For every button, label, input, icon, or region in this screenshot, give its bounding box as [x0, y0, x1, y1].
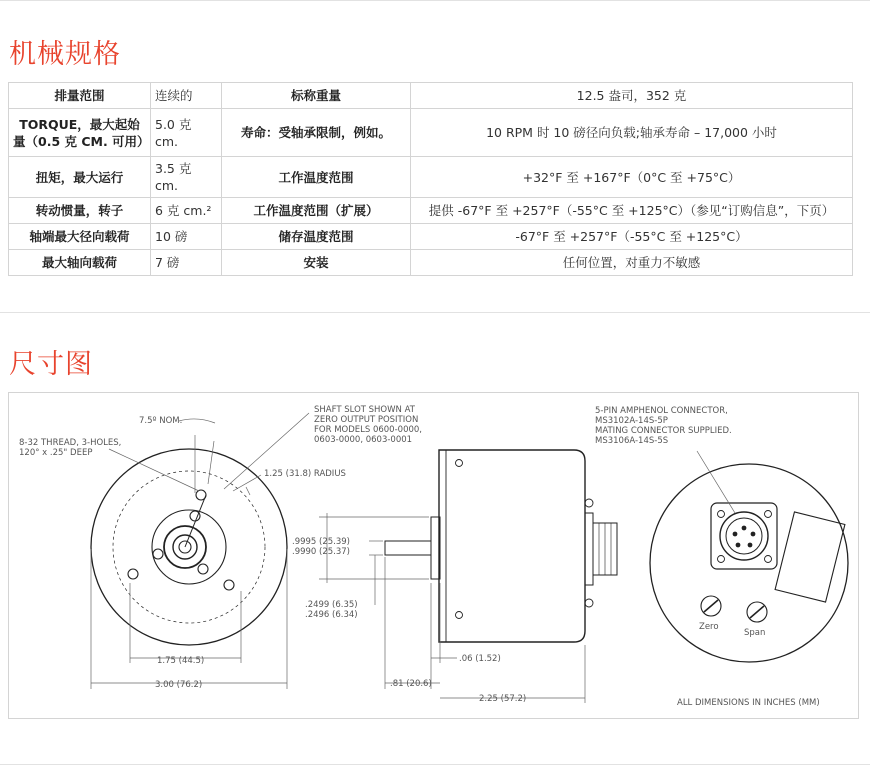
spec-value: 提供 -67°F 至 +257°F（-55°C 至 +125°C）（参见“订购信息”，下页）	[411, 198, 853, 224]
flange-screw-3	[718, 556, 725, 563]
side-housing	[439, 450, 585, 642]
connector-flange	[585, 513, 593, 585]
spec-value: 7 磅	[151, 250, 222, 276]
section-divider	[0, 312, 870, 313]
label-shaftd-2: .2496 (6.34)	[305, 610, 358, 620]
label-plate	[775, 512, 845, 602]
spec-label: 最大轴向载荷	[9, 250, 151, 276]
mount-hole-right	[224, 580, 234, 590]
boss-hole-1	[153, 549, 163, 559]
spec-value: 6 克 cm.²	[151, 198, 222, 224]
spec-label: 扭矩，最大运行	[9, 157, 151, 198]
label-thread-2: 120° x .25" DEEP	[19, 448, 93, 458]
label-d-006: .06 (1.52)	[459, 654, 501, 664]
label-slot-1: SHAFT SLOT SHOWN AT	[314, 405, 415, 415]
label-nom-angle: 7.5º NOM.	[139, 416, 183, 426]
label-radius: 1.25 (31.8) RADIUS	[264, 469, 346, 479]
spec-value: 10 RPM 时 10 磅径向负载;轴承寿命 – 17,000 小时	[411, 109, 853, 157]
connector-leader	[697, 451, 735, 513]
pin-b	[733, 532, 738, 537]
label-all-dims: ALL DIMENSIONS IN INCHES (MM)	[677, 698, 820, 708]
label-d-081: .81 (20.6)	[390, 679, 432, 689]
nom-leader	[208, 441, 214, 484]
label-shaft-1: .9995 (25.39)	[292, 537, 351, 547]
spec-label: TORQUE，最大起始量（0.5 克 CM. 可用）	[9, 109, 151, 157]
label-conn-2: MS3102A-14S-5P	[595, 416, 668, 426]
spec-value: 10 磅	[151, 224, 222, 250]
pin-d	[736, 543, 741, 548]
boss-hole-2	[198, 564, 208, 574]
dims-title: 尺寸图	[9, 349, 93, 380]
spec-label: 标称重量	[222, 83, 411, 109]
label-shaftd-1: .2499 (6.35)	[305, 600, 358, 610]
connector-square-flange	[711, 503, 777, 569]
spec-value: 3.5 克 cm.	[151, 157, 222, 198]
spec-row-displacement	[9, 83, 853, 109]
mechanical-specs-table	[8, 82, 853, 276]
side-screw-top	[456, 460, 463, 467]
label-slot-4: 0603-0000, 0603-0001	[314, 435, 413, 445]
spec-label: 排量范围	[9, 83, 151, 109]
flange-screw-2	[765, 511, 772, 518]
bolt-circle	[113, 471, 265, 623]
side-view	[319, 450, 617, 703]
front-view	[91, 413, 309, 689]
pin-c	[751, 532, 756, 537]
spec-value: 任何位置，对重力不敏感	[411, 250, 853, 276]
flange-screw-4	[765, 556, 772, 563]
label-conn-1: 5-PIN AMPHENOL CONNECTOR,	[595, 406, 728, 416]
side-screw-bottom	[456, 612, 463, 619]
flange-screw-1	[718, 511, 725, 518]
spec-row-axial-load	[9, 250, 853, 276]
label-conn-3: MATING CONNECTOR SUPPLIED.	[595, 426, 732, 436]
side-trim-bottom	[585, 599, 593, 607]
label-thread-1: 8-32 THREAD, 3-HOLES,	[19, 438, 122, 448]
top-divider	[0, 0, 870, 1]
spec-value: +32°F 至 +167°F（0°C 至 +75°C）	[411, 157, 853, 198]
mount-hole-left	[128, 569, 138, 579]
shaft-side	[385, 541, 431, 555]
mount-hole-top	[196, 490, 206, 500]
spec-row-operating-torque	[9, 157, 853, 198]
label-slot-2: ZERO OUTPUT POSITION	[314, 415, 419, 425]
spec-label: 储存温度范围	[222, 224, 411, 250]
side-trim-top	[585, 499, 593, 507]
zero-slot	[704, 600, 718, 612]
nom-arc	[179, 419, 215, 423]
label-conn-4: MS3106A-14S-5S	[595, 436, 669, 446]
dimension-drawing	[8, 392, 859, 719]
spec-value: 12.5 盎司，352 克	[411, 83, 853, 109]
label-d-175: 1.75 (44.5)	[157, 656, 205, 666]
dimension-drawing-svg	[9, 393, 858, 718]
spec-row-radial-load	[9, 224, 853, 250]
front-housing-outline	[91, 449, 287, 645]
radius-tick	[246, 487, 250, 495]
connector-ring-outer	[720, 512, 768, 560]
spec-label: 工作温度范围（扩展）	[222, 198, 411, 224]
spec-row-rotor-inertia	[9, 198, 853, 224]
label-span: Span	[744, 628, 766, 638]
spec-label: 工作温度范围	[222, 157, 411, 198]
label-zero: Zero	[699, 622, 719, 632]
span-slot	[750, 606, 764, 618]
bottom-divider	[0, 764, 870, 765]
label-slot-3: FOR MODELS 0600-0000,	[314, 425, 422, 435]
label-shaft-2: .9990 (25.37)	[292, 547, 351, 557]
boss-hole-3	[190, 511, 200, 521]
spec-label: 转动惯量，转子	[9, 198, 151, 224]
spec-value: -67°F 至 +257°F（-55°C 至 +125°C）	[411, 224, 853, 250]
pin-e	[748, 543, 753, 548]
spec-value: 连续的	[151, 83, 222, 109]
specs-title: 机械规格	[9, 39, 121, 70]
pin-a	[742, 526, 747, 531]
spec-value: 5.0 克 cm.	[151, 109, 222, 157]
spec-row-starting-torque	[9, 109, 853, 157]
label-d-225: 2.25 (57.2)	[479, 694, 527, 704]
spec-label: 轴端最大径向载荷	[9, 224, 151, 250]
spec-label: 寿命：受轴承限制，例如。	[222, 109, 411, 157]
spec-label: 安装	[222, 250, 411, 276]
label-d-300: 3.00 (76.2)	[155, 680, 203, 690]
connector-ring-inner	[726, 518, 762, 554]
